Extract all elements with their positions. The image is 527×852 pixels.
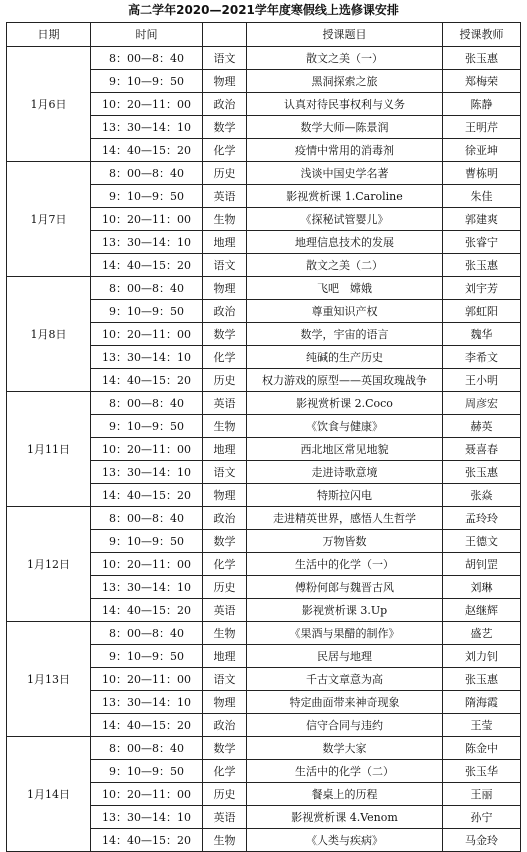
teacher-cell: 曹栋明: [443, 162, 521, 185]
table-row: [7, 622, 521, 645]
topic-cell: 西北地区常见地貌: [247, 438, 443, 461]
topic-cell: 疫情中常用的消毒剂: [247, 139, 443, 162]
topic-cell: 餐桌上的历程: [247, 783, 443, 806]
time-cell: 14：40—15：20: [91, 829, 203, 852]
teacher-cell: 隋海霞: [443, 691, 521, 714]
subject-cell: 生物: [203, 415, 247, 438]
subject-cell: 英语: [203, 806, 247, 829]
teacher-cell: 张焱: [443, 484, 521, 507]
time-cell: 9：10—9：50: [91, 300, 203, 323]
table-row: [7, 392, 521, 415]
date-cell: 1月6日: [7, 47, 91, 162]
subject-cell: 政治: [203, 714, 247, 737]
topic-cell: 特斯拉闪电: [247, 484, 443, 507]
topic-cell: 《果酒与果醋的制作》: [247, 622, 443, 645]
time-cell: 8：00—8：40: [91, 622, 203, 645]
date-cell: 1月11日: [7, 392, 91, 507]
teacher-cell: 李希文: [443, 346, 521, 369]
schedule-table: [6, 22, 521, 852]
subject-cell: 英语: [203, 392, 247, 415]
teacher-cell: 郭建爽: [443, 208, 521, 231]
time-cell: 8：00—8：40: [91, 507, 203, 530]
time-cell: 8：00—8：40: [91, 47, 203, 70]
header-subject: [203, 23, 247, 47]
time-cell: 14：40—15：20: [91, 714, 203, 737]
time-cell: 13：30—14：10: [91, 116, 203, 139]
teacher-cell: 张玉惠: [443, 47, 521, 70]
subject-cell: 语文: [203, 668, 247, 691]
date-cell: 1月14日: [7, 737, 91, 852]
teacher-cell: 张睿宁: [443, 231, 521, 254]
topic-cell: 生活中的化学（一）: [247, 553, 443, 576]
subject-cell: 历史: [203, 576, 247, 599]
subject-cell: 化学: [203, 139, 247, 162]
time-cell: 13：30—14：10: [91, 691, 203, 714]
topic-cell: 傅粉何郎与魏晋古风: [247, 576, 443, 599]
time-cell: 10：20—11：00: [91, 438, 203, 461]
topic-cell: 《饮食与健康》: [247, 415, 443, 438]
topic-cell: 走进诗歌意境: [247, 461, 443, 484]
time-cell: 10：20—11：00: [91, 93, 203, 116]
topic-cell: 纯碱的生产历史: [247, 346, 443, 369]
subject-cell: 政治: [203, 93, 247, 116]
time-cell: 8：00—8：40: [91, 392, 203, 415]
header-teacher: 授课教师: [443, 23, 521, 47]
topic-cell: 影视赏析课 1.Caroline: [247, 185, 443, 208]
subject-cell: 地理: [203, 645, 247, 668]
time-cell: 14：40—15：20: [91, 254, 203, 277]
time-cell: 14：40—15：20: [91, 599, 203, 622]
topic-cell: 信守合同与违约: [247, 714, 443, 737]
subject-cell: 历史: [203, 369, 247, 392]
teacher-cell: 刘琳: [443, 576, 521, 599]
subject-cell: 英语: [203, 185, 247, 208]
subject-cell: 生物: [203, 208, 247, 231]
subject-cell: 物理: [203, 484, 247, 507]
subject-cell: 语文: [203, 254, 247, 277]
teacher-cell: 郑梅荣: [443, 70, 521, 93]
topic-cell: 生活中的化学（二）: [247, 760, 443, 783]
time-cell: 9：10—9：50: [91, 70, 203, 93]
teacher-cell: 朱佳: [443, 185, 521, 208]
time-cell: 9：10—9：50: [91, 530, 203, 553]
header-row: [7, 23, 521, 47]
teacher-cell: 陈金中: [443, 737, 521, 760]
topic-cell: 权力游戏的原型——英国玫瑰战争: [247, 369, 443, 392]
teacher-cell: 孙宁: [443, 806, 521, 829]
time-cell: 13：30—14：10: [91, 806, 203, 829]
teacher-cell: 张玉华: [443, 760, 521, 783]
teacher-cell: 张玉惠: [443, 461, 521, 484]
topic-cell: 《人类与疾病》: [247, 829, 443, 852]
time-cell: 13：30—14：10: [91, 231, 203, 254]
teacher-cell: 郭虹阳: [443, 300, 521, 323]
date-cell: 1月12日: [7, 507, 91, 622]
teacher-cell: 张玉惠: [443, 254, 521, 277]
topic-cell: 走进精英世界，感悟人生哲学: [247, 507, 443, 530]
teacher-cell: 周彦宏: [443, 392, 521, 415]
time-cell: 8：00—8：40: [91, 162, 203, 185]
topic-cell: 浅谈中国史学名著: [247, 162, 443, 185]
time-cell: 9：10—9：50: [91, 415, 203, 438]
time-cell: 13：30—14：10: [91, 576, 203, 599]
page-title: 高二学年2020—2021学年度寒假线上选修课安排: [128, 3, 399, 17]
topic-cell: 数学，宇宙的语言: [247, 323, 443, 346]
subject-cell: 物理: [203, 70, 247, 93]
time-cell: 10：20—11：00: [91, 783, 203, 806]
topic-cell: 散文之美（二）: [247, 254, 443, 277]
date-cell: 1月13日: [7, 622, 91, 737]
subject-cell: 物理: [203, 691, 247, 714]
subject-cell: 历史: [203, 162, 247, 185]
teacher-cell: 孟玲玲: [443, 507, 521, 530]
subject-cell: 历史: [203, 783, 247, 806]
date-cell: 1月8日: [7, 277, 91, 392]
subject-cell: 物理: [203, 277, 247, 300]
time-cell: 9：10—9：50: [91, 760, 203, 783]
time-cell: 13：30—14：10: [91, 346, 203, 369]
time-cell: 13：30—14：10: [91, 461, 203, 484]
topic-cell: 千古文章意为高: [247, 668, 443, 691]
teacher-cell: 赵继辉: [443, 599, 521, 622]
topic-cell: 特定曲面带来神奇现象: [247, 691, 443, 714]
time-cell: 10：20—11：00: [91, 323, 203, 346]
topic-cell: 黑洞探索之旅: [247, 70, 443, 93]
topic-cell: 影视赏析课 3.Up: [247, 599, 443, 622]
topic-cell: 民居与地理: [247, 645, 443, 668]
subject-cell: 政治: [203, 300, 247, 323]
teacher-cell: 刘宇芳: [443, 277, 521, 300]
subject-cell: 生物: [203, 622, 247, 645]
time-cell: 8：00—8：40: [91, 737, 203, 760]
teacher-cell: 赫英: [443, 415, 521, 438]
time-cell: 10：20—11：00: [91, 553, 203, 576]
subject-cell: 数学: [203, 323, 247, 346]
teacher-cell: 陈静: [443, 93, 521, 116]
topic-cell: 万物皆数: [247, 530, 443, 553]
header-time: 时间: [91, 23, 203, 47]
topic-cell: 认真对待民事权利与义务: [247, 93, 443, 116]
teacher-cell: 王明芹: [443, 116, 521, 139]
time-cell: 10：20—11：00: [91, 208, 203, 231]
teacher-cell: 王莹: [443, 714, 521, 737]
date-cell: 1月7日: [7, 162, 91, 277]
topic-cell: 《探秘试管婴儿》: [247, 208, 443, 231]
subject-cell: 政治: [203, 507, 247, 530]
teacher-cell: 刘力钊: [443, 645, 521, 668]
subject-cell: 语文: [203, 461, 247, 484]
topic-cell: 散文之美（一）: [247, 47, 443, 70]
teacher-cell: 王小明: [443, 369, 521, 392]
topic-cell: 影视赏析课 2.Coco: [247, 392, 443, 415]
time-cell: 14：40—15：20: [91, 139, 203, 162]
subject-cell: 地理: [203, 231, 247, 254]
teacher-cell: 王丽: [443, 783, 521, 806]
schedule-body: [7, 47, 521, 852]
teacher-cell: 胡钊罡: [443, 553, 521, 576]
subject-cell: 化学: [203, 760, 247, 783]
subject-cell: 数学: [203, 737, 247, 760]
table-row: [7, 507, 521, 530]
time-cell: 9：10—9：50: [91, 185, 203, 208]
subject-cell: 数学: [203, 116, 247, 139]
table-row: [7, 277, 521, 300]
time-cell: 14：40—15：20: [91, 369, 203, 392]
table-row: [7, 47, 521, 70]
topic-cell: 数学大师—陈景润: [247, 116, 443, 139]
teacher-cell: 王德文: [443, 530, 521, 553]
subject-cell: 化学: [203, 553, 247, 576]
time-cell: 9：10—9：50: [91, 645, 203, 668]
teacher-cell: 魏华: [443, 323, 521, 346]
topic-cell: 数学大家: [247, 737, 443, 760]
table-row: [7, 737, 521, 760]
subject-cell: 化学: [203, 346, 247, 369]
topic-cell: 飞吧 嫦娥: [247, 277, 443, 300]
subject-cell: 数学: [203, 530, 247, 553]
table-row: [7, 162, 521, 185]
teacher-cell: 聂喜春: [443, 438, 521, 461]
time-cell: 14：40—15：20: [91, 484, 203, 507]
topic-cell: 尊重知识产权: [247, 300, 443, 323]
subject-cell: 生物: [203, 829, 247, 852]
teacher-cell: 张玉惠: [443, 668, 521, 691]
teacher-cell: 徐亚坤: [443, 139, 521, 162]
subject-cell: 地理: [203, 438, 247, 461]
teacher-cell: 盛艺: [443, 622, 521, 645]
subject-cell: 英语: [203, 599, 247, 622]
topic-cell: 地理信息技术的发展: [247, 231, 443, 254]
header-topic: 授课题目: [247, 23, 443, 47]
time-cell: 8：00—8：40: [91, 277, 203, 300]
teacher-cell: 马金玲: [443, 829, 521, 852]
topic-cell: 影视赏析课 4.Venom: [247, 806, 443, 829]
header-date: 日期: [7, 23, 91, 47]
subject-cell: 语文: [203, 47, 247, 70]
time-cell: 10：20—11：00: [91, 668, 203, 691]
